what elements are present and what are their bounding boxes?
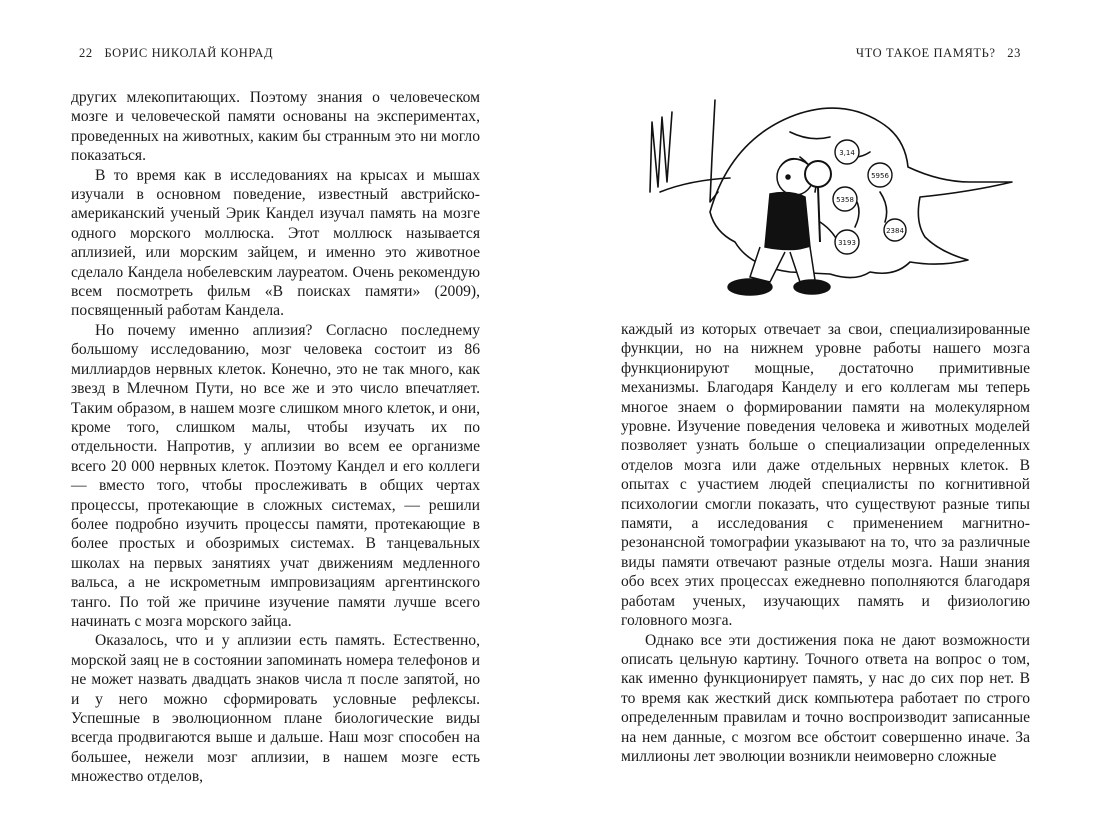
page-number-right: 23: [1007, 46, 1021, 60]
chapter-title: ЧТО ТАКОЕ ПАМЯТЬ?: [855, 46, 996, 60]
sea-hare-illustration: [640, 82, 1020, 307]
paragraph: Однако все эти достижения пока не дают возможности описать цельную картину. Точного ответа на вопрос о том, как именно функционирует память, у нас до сих пор нет. В то время как жесткий диск компьютера работает по строго определенным правилам и точно воспроизводит записанные на нем данные, с мозгом все обстоит совершенно иначе. За миллионы лет эволюции возникли неимоверно сложные: [621, 631, 1030, 765]
left-page-body: [71, 88, 480, 787]
bubble-label: 3193: [838, 239, 856, 247]
running-header-left: [71, 46, 273, 61]
running-header-right: [856, 46, 1029, 61]
paragraph: каждый из которых отвечает за свои, специализированные функции, но на нижнем уровне работы нашего мозга функционируют мощные, достаточно примитивные механизмы. Благодаря Канделу и его коллегам мы теперь многое знаем о формировании памяти на молекулярном уровне. Изучение поведения человека и животных моделей позволяет узнать больше о специализации определенных отделов мозга или даже отдельных нервных клеток. В опытах с участием людей специалисты по когнитивной психологии смогли показать, что существуют разные типы памяти, а исследования с применением магнитно-резонансной томографии указывают на то, что за различные виды памяти отвечают разные отделы мозга. Наши знания обо всех этих процессах ежедневно пополняются благодаря работам ученых, изучающих память и физиологию головного мозга.: [621, 321, 1030, 630]
right-page-body: [621, 320, 1030, 766]
paragraph: В то время как в исследованиях на крысах и мышах изучали в основном поведение, известный австрийско-американский ученый Эрик Кандел изучал память на мозге одного морского моллюска. Этот моллюск называется аплизией, или морским зайцем, и именно это животное сделало Кандела нобелевским лауреатом. Очень рекомендую всем посмотреть фильм «В поисках памяти» (2009), посвященный работам Кандела.: [71, 166, 480, 320]
bubble-label: 5358: [836, 196, 854, 204]
paragraph: других млекопитающих. Поэтому знания о человеческом мозге и человеческой памяти основаны на экспериментах, проведенных на животных, каким бы странным это ни могло показаться.: [71, 89, 480, 165]
tentacle-line: [650, 112, 672, 192]
paragraph: Оказалось, что и у аплизии есть память. Естественно, морской заяц не в состоянии запоминать номера телефонов и не может назвать двадцать знаков числа π после запятой, но и у него можно сформировать условные рефлексы. Успешные в эволюционном плане биологические виды всегда продвигаются выше и дальше. Наш мозг способен на большее, нежели мозг аплизии, в нашем мозге есть множество отделов,: [71, 632, 480, 786]
bubble-label: 2384: [886, 227, 904, 235]
bubble-label: 3,14: [839, 149, 855, 157]
paragraph: Но почему именно аплизия? Согласно последнему большому исследованию, мозг человека состоит из 86 миллиардов нервных клеток. Конечно, это не так много, как звезд в Млечном Пути, но все же и это число впечатляет. Таким образом, в нашем мозге слишком много клеток, и они, кроме того, слишком малы, чтобы изучать их по отдельности. Напротив, у аплизии во всем ее организме всего 20 000 нервных клеток. Поэтому Кандел и его коллеги — вместо того, чтобы прослеживать в общих чертах процессы, протекающие в сложных системах, — решили более подробно изучить процессы памяти, протекающие в более простых и обозримых системах. В танцевальных школах на первых занятиях учат движениям медленного вальса, а не искрометным импровизациям аргентинского танго. По той же причине изучение памяти лучше всего начинать с мозга морского зайца.: [71, 321, 480, 630]
author-name: БОРИС НИКОЛАЙ КОНРАД: [104, 46, 274, 60]
bubble-label: 5956: [871, 172, 889, 180]
page-number-left: 22: [79, 46, 93, 60]
sea-hare-body: [710, 108, 1012, 277]
tentacle-line: [710, 100, 718, 202]
